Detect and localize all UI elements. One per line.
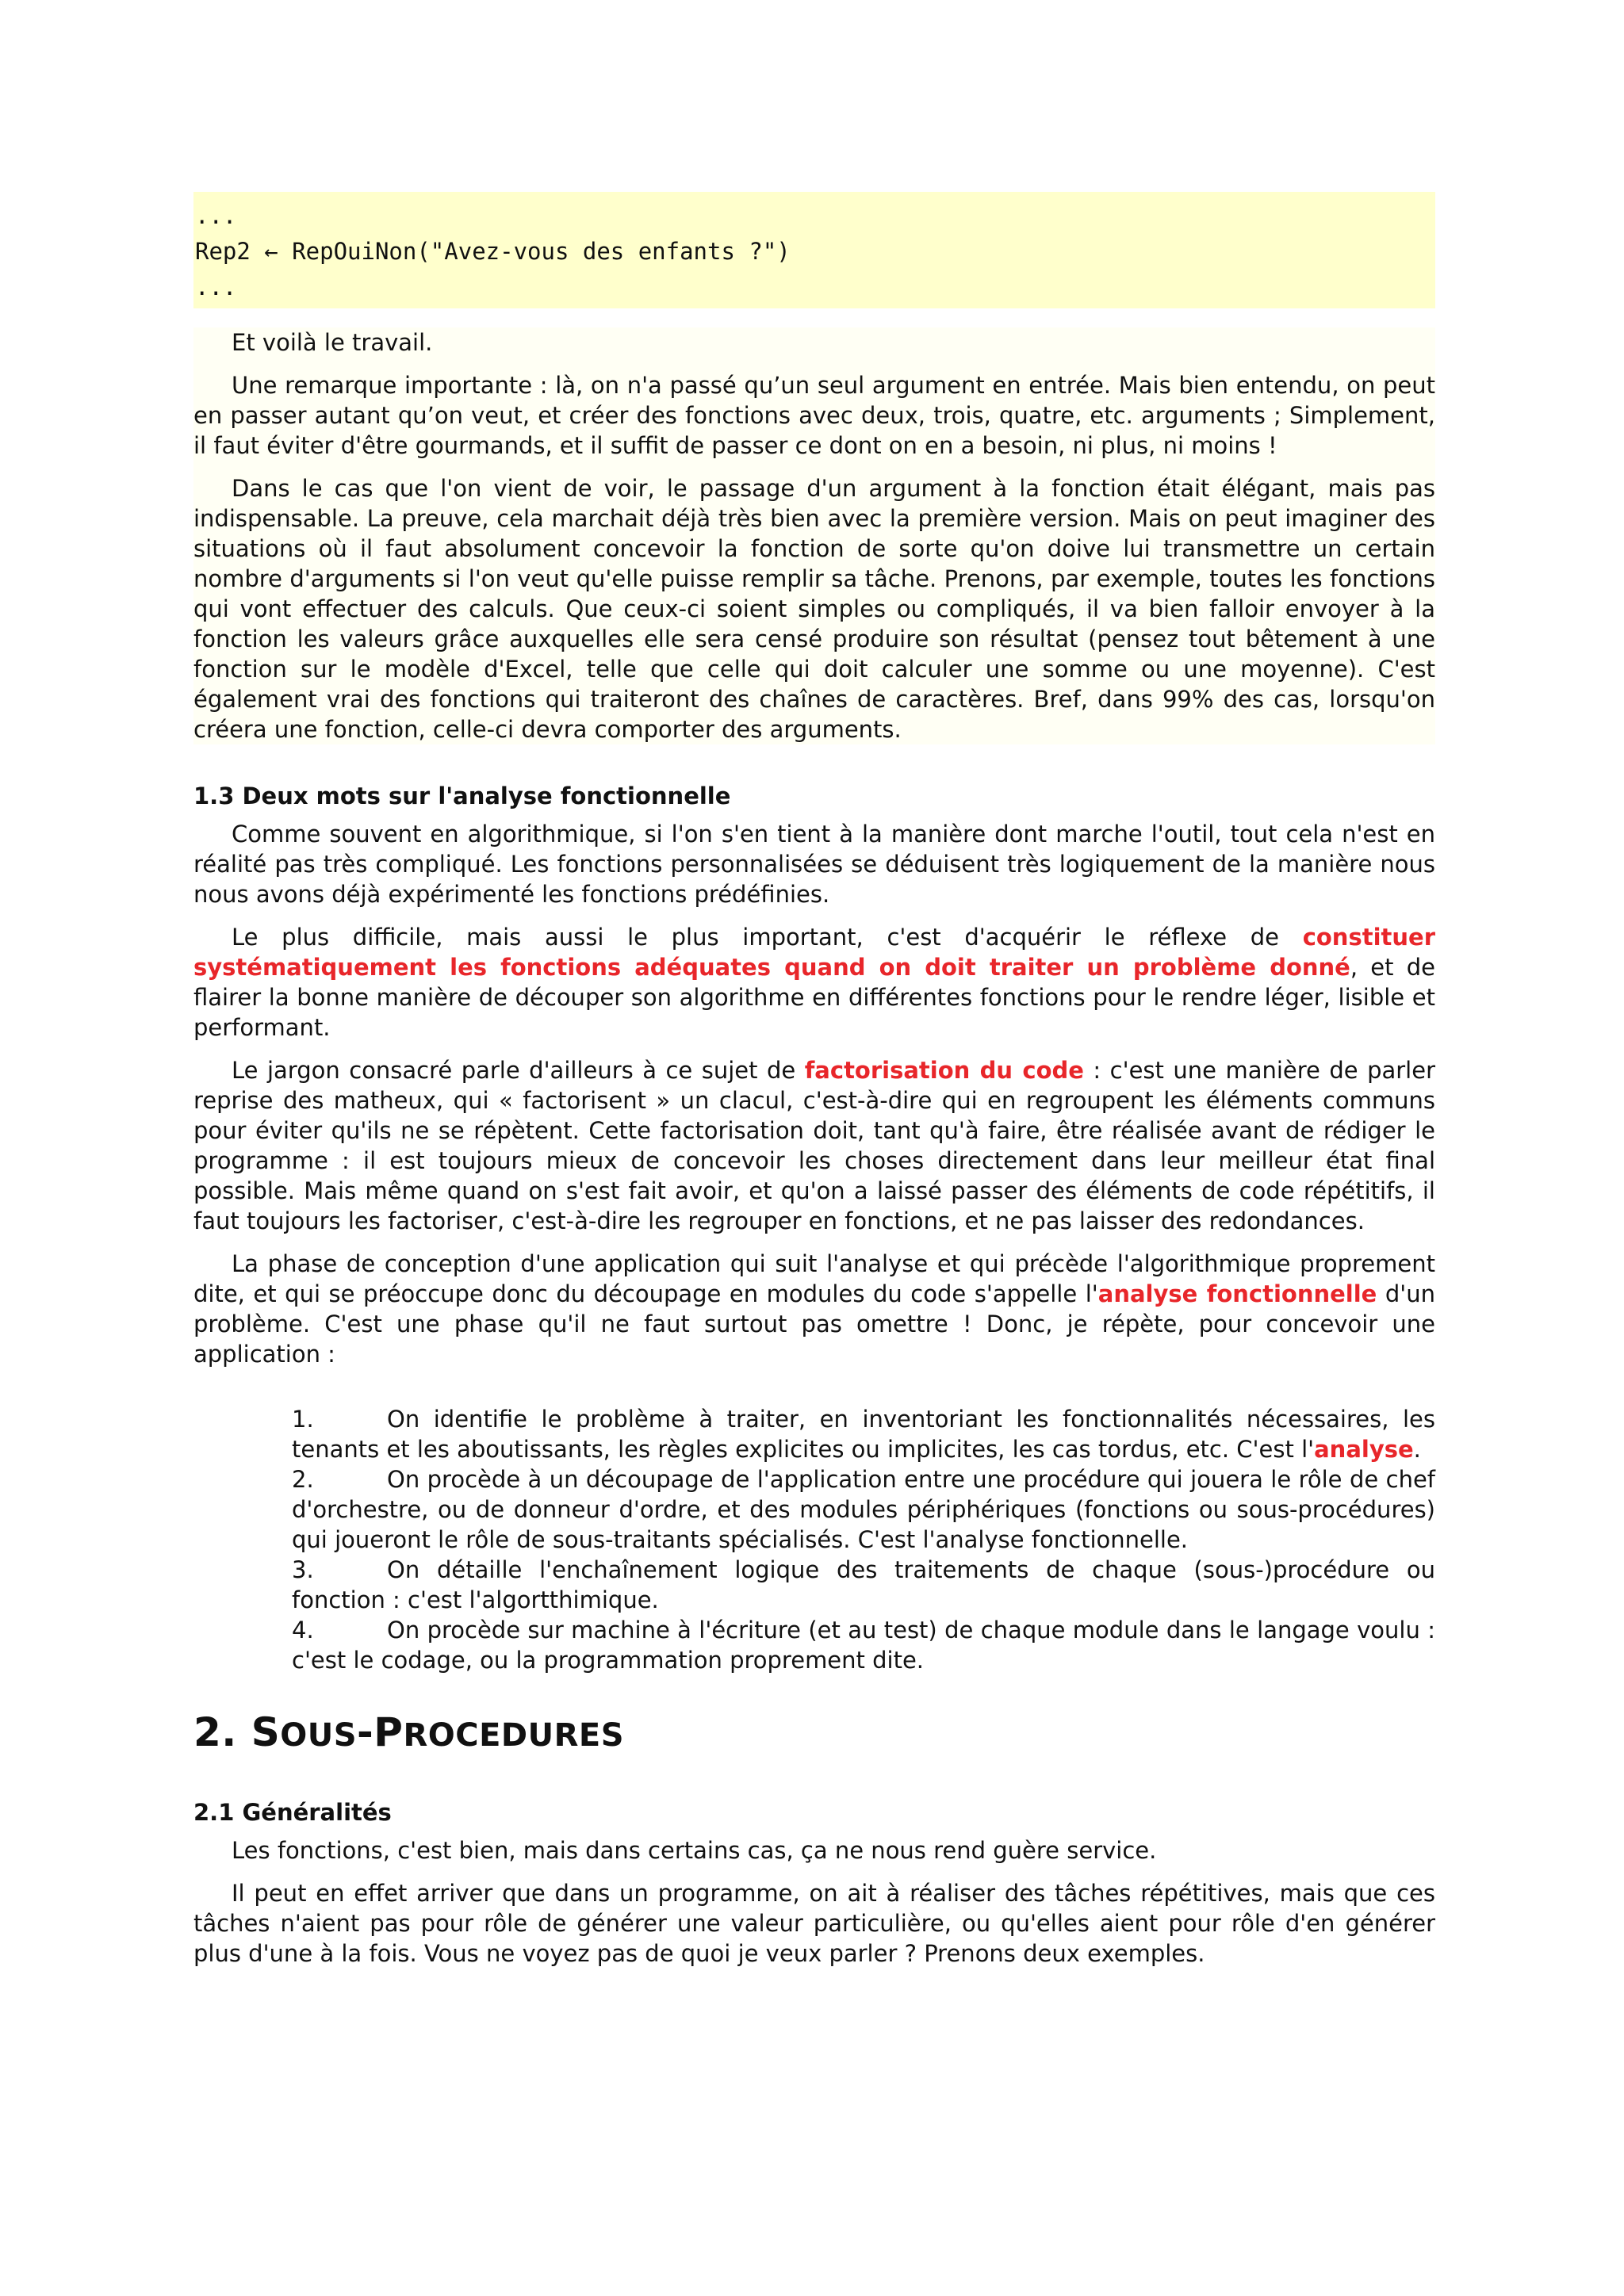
highlighted-term: analyse [1314,1436,1414,1463]
paragraph: Il peut en effet arriver que dans un programme, on ait à réaliser des tâches répétitives, mais que ces tâches n'aient pas pour rôle de générer une valeur particulière, ou qu'elles aient pour rôle d'en générer plus d'une à la fois. Vous ne voyez pas de quoi je veux parler ? Prenons deux exemples. [193,1880,1435,1967]
heading-dash: - [357,1709,374,1755]
paragraph [193,922,1435,1043]
list-number: 2. [292,1466,314,1493]
paragraph: Les fonctions, c'est bien, mais dans certains cas, ça ne nous rend guère service. [232,1837,1157,1864]
document-page [193,192,1435,1981]
paragraph [193,1055,1435,1236]
text-run: . [1413,1436,1421,1463]
text-run: Le plus difficile, mais aussi le plus important, c'est d'acquérir le réflexe de [232,924,1303,951]
code-block [193,192,1435,308]
list-item [292,1464,1435,1555]
text-run: , et de flairer la bonne manière de découper son algorithme en différentes fonctions pour le rendre léger, lisible et performant. [193,954,1435,1041]
code-line: ... [195,202,237,229]
heading-smallcaps: ROCEDURES [403,1717,625,1754]
list-number: 4. [292,1617,314,1644]
list-item [292,1555,1435,1615]
section-heading-2-1: 2.1 Généralités [193,1799,392,1826]
text-run: On procède sur machine à l'écriture (et au test) de chaque module dans le langage voulu : c'est le codage, ou la programmation proprement dite. [292,1617,1435,1674]
paragraph: Et voilà le travail. [232,329,433,356]
text-run: On identifie le problème à traiter, en inventoriant les fonctionnalités nécessaires, les tenants et les aboutissants, les règles explicites ou implicites, les cas tordus, etc. C'est l' [292,1406,1435,1463]
text-run: : c'est une manière de parler reprise des matheux, qui « factorisent » un clacul, c'est-à-dire qui en regroupent les éléments communs pour éviter qu'ils ne se répètent. Cette factorisation doit, tant qu'à faire, être réalisée avant de rédiger le programme : il est toujours mieux de concevoir les choses directement dans leur meilleur état final possible. Mais même quand on s'est fait avoir, et qu'on a laissé passer des éléments de code répétitifs, il faut toujours les factoriser, c'est-à-dire les regrouper en fonctions, et ne pas laisser des redondances. [193,1057,1436,1234]
text-run: Le jargon consacré parle d'ailleurs à ce sujet de [232,1057,805,1084]
text-run: La phase de conception d'une application qui suit l'analyse et qui précède l'algorithmique proprement dite, et qui se préoccupe donc du découpage en modules du code s'appelle l' [193,1250,1435,1307]
text-run: On détaille l'enchaînement logique des traitements de chaque (sous-)procédure ou fonction : c'est l'algortthimique. [292,1556,1435,1613]
shaded-section [193,327,1435,744]
paragraph: Une remarque importante : là, on n'a passé qu’un seul argument en entrée. Mais bien entendu, on peut en passer autant qu’on veut, et créer des fonctions avec deux, trois, quatre, etc. arguments ; Simplement, il faut éviter d'être gourmands, et il suffit de passer ce dont on en a besoin, ni plus, ni moins ! [193,372,1435,459]
list-item [292,1404,1435,1464]
section-heading-1-3: 1.3 Deux mots sur l'analyse fonctionnelle [193,783,731,809]
numbered-list [292,1404,1435,1675]
text-run: On procède à un découpage de l'application entre une procédure qui jouera le rôle de chef d'orchestre, ou de donneur d'ordre, et des modules périphériques (fonctions ou sous-procédures) qui joueront le rôle de sous-traitants spécialisés. C'est l'analyse fonctionnelle. [292,1466,1435,1553]
paragraph [193,1249,1435,1369]
list-number: 1. [292,1406,314,1433]
heading-number: 2. [193,1709,251,1755]
section-heading-2 [193,1707,1435,1761]
heading-smallcaps: OUS [280,1717,358,1754]
highlighted-term: analyse fonctionnelle [1097,1280,1377,1307]
code-line: Rep2 ← RepOuiNon("Avez-vous des enfants ?") [195,238,791,265]
list-item [292,1615,1435,1675]
highlighted-term: constituer systématiquement les fonctions adéquates quand on doit traiter un problème donné [193,924,1435,981]
heading-letter: S [251,1709,281,1755]
paragraph: Dans le cas que l'on vient de voir, le passage d'un argument à la fonction était élégant, mais pas indispensable. La preuve, cela marchait déjà très bien avec la première version. Mais on peut imaginer des situations où il faut absolument concevoir la fonction de sorte qu'on doive lui transmettre un certain nombre d'arguments si l'on veut qu'elle puisse remplir sa tâche. Prenons, par exemple, toutes les fonctions qui vont effectuer des calculs. Que ceux-ci soient simples ou compliqués, il va bien falloir envoyer à la fonction les valeurs grâce auxquelles elle sera censé produire son résultat (pensez tout bêtement à une fonction sur le modèle d'Excel, telle que celle qui doit calculer une somme ou une moyenne). C'est également vrai des fonctions qui traiteront des chaînes de caractères. Bref, dans 99% des cas, lorsqu'on créera une fonction, celle-ci devra comporter des arguments. [193,475,1435,743]
text-run: d'un problème. C'est une phase qu'il ne faut surtout pas omettre ! Donc, je répète, pour concevoir une application : [193,1280,1436,1368]
list-number: 3. [292,1556,314,1583]
heading-letter: P [373,1709,404,1755]
highlighted-term: factorisation du code [804,1057,1084,1084]
code-line: ... [195,274,237,300]
paragraph: Comme souvent en algorithmique, si l'on s'en tient à la manière dont marche l'outil, tout cela n'est en réalité pas très compliqué. Les fonctions personnalisées se déduisent très logiquement de la manière nous nous avons déjà expérimenté les fonctions prédéfinies. [193,821,1435,908]
